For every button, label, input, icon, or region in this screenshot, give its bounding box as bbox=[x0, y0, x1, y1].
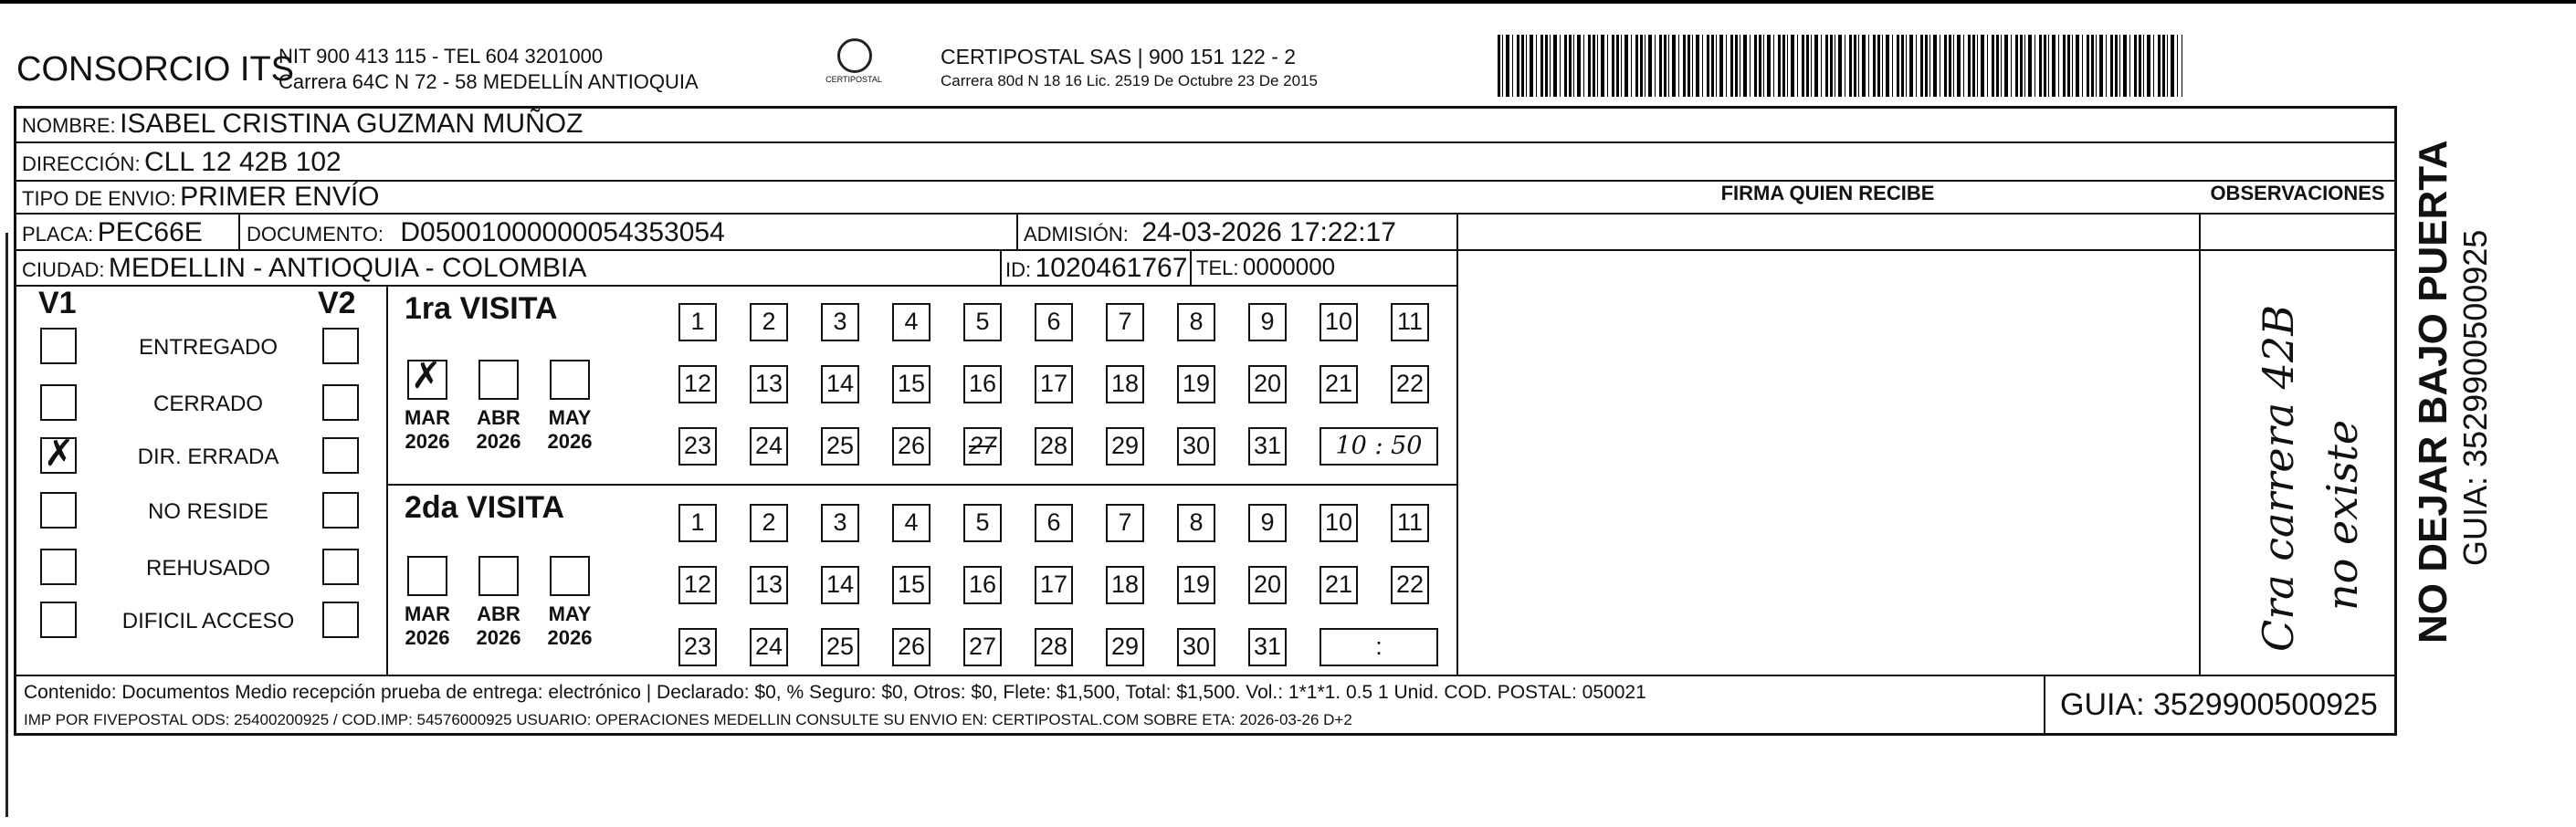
row-placa bbox=[22, 217, 203, 248]
v2-header: V2 bbox=[318, 286, 356, 320]
value-documento: D05001000000054353054 bbox=[400, 217, 725, 247]
visit2-day-box[interactable]: 10 bbox=[1320, 504, 1358, 542]
visit2-day-box[interactable]: 4 bbox=[892, 504, 931, 542]
visit1-day-box[interactable]: 19 bbox=[1177, 365, 1215, 403]
visit1-day-box[interactable]: 25 bbox=[821, 427, 859, 466]
visit1-day-box[interactable]: 3 bbox=[821, 303, 859, 341]
visit2-day-box[interactable]: 13 bbox=[750, 566, 788, 604]
visit1-day-box[interactable]: 5 bbox=[963, 303, 1002, 341]
visit2-day-box[interactable]: 9 bbox=[1248, 504, 1287, 542]
visit2-day-box[interactable]: 27 bbox=[963, 628, 1002, 666]
visit2-day-box[interactable]: 20 bbox=[1248, 566, 1287, 604]
visit2-day-box[interactable]: 17 bbox=[1035, 566, 1073, 604]
label-id: ID: bbox=[1005, 258, 1032, 281]
reason-label: CERRADO bbox=[152, 392, 263, 416]
visit1-day-box[interactable]: 21 bbox=[1320, 365, 1358, 403]
v2-checkbox[interactable] bbox=[322, 492, 359, 529]
visit2-day-box[interactable]: 12 bbox=[678, 566, 717, 604]
visit1-day-box[interactable]: 26 bbox=[892, 427, 931, 466]
footer-guia: GUIA: 3529900500925 bbox=[2060, 687, 2378, 722]
visit1-day-box[interactable]: 10 bbox=[1320, 303, 1358, 341]
visit1-month-checkbox[interactable] bbox=[550, 360, 590, 400]
row-direccion bbox=[22, 147, 342, 178]
v1-checkbox[interactable] bbox=[40, 549, 77, 585]
visit2-day-box[interactable]: 25 bbox=[821, 628, 859, 666]
company-line1: NIT 900 413 115 - TEL 604 3201000 bbox=[279, 45, 604, 68]
value-nombre: ISABEL CRISTINA GUZMAN MUÑOZ bbox=[120, 109, 584, 139]
observation-handwriting-2: no existe bbox=[2318, 419, 2367, 611]
footer-content: Contenido: Documentos Medio recepción prueba de entrega: electrónico | Declarado: $0, % Seguro: $0, Otros: $0, Flete: $1,500, Total: $1,500. Vol.: 1*1*1. 0.5 1 Unid. COD. POSTAL: 050021 bbox=[24, 682, 1646, 703]
reason-label: REHUSADO bbox=[145, 556, 271, 581]
visit2-day-box[interactable]: 14 bbox=[821, 566, 859, 604]
row-tel bbox=[1196, 253, 1335, 281]
visit1-month-checkbox[interactable] bbox=[478, 360, 519, 400]
visit1-day-box[interactable]: 12 bbox=[678, 365, 717, 403]
visit2-day-box[interactable]: 28 bbox=[1035, 628, 1073, 666]
label-documento: DOCUMENTO: bbox=[247, 223, 384, 246]
certipostal-logo bbox=[817, 38, 890, 93]
v2-checkbox[interactable] bbox=[322, 384, 359, 421]
v1-checkbox[interactable] bbox=[40, 384, 77, 421]
side-guia: GUIA: 3529900500925 bbox=[2456, 229, 2494, 566]
visit1-day-box[interactable]: 24 bbox=[750, 427, 788, 466]
visit1-day-box[interactable]: 14 bbox=[821, 365, 859, 403]
scan-edge-left bbox=[5, 233, 8, 817]
value-placa: PEC66E bbox=[97, 217, 203, 247]
visit1-day-box[interactable]: 22 bbox=[1391, 365, 1429, 403]
reason-label: ENTREGADO bbox=[138, 335, 278, 360]
carrier-info bbox=[941, 44, 1318, 93]
visit2-month-checkbox[interactable] bbox=[478, 556, 519, 596]
visit2-month-label: MAR bbox=[404, 602, 451, 625]
value-admision: 24-03-2026 17:22:17 bbox=[1141, 217, 1396, 247]
visit1-month-label: MAY bbox=[548, 406, 592, 429]
visit2-day-box[interactable]: 3 bbox=[821, 504, 859, 542]
company-name: CONSORCIO ITS bbox=[16, 50, 295, 89]
row-nombre bbox=[22, 109, 583, 140]
logo-circle-icon bbox=[837, 38, 872, 73]
visit1-day-box[interactable]: 16 bbox=[963, 365, 1002, 403]
visit2-day-box[interactable]: 19 bbox=[1177, 566, 1215, 604]
label-nombre: NOMBRE: bbox=[22, 114, 116, 137]
visit2-day-box[interactable]: 29 bbox=[1106, 628, 1144, 666]
reason-label: DIR. ERRADA bbox=[137, 445, 279, 469]
visit2-day-box[interactable]: 22 bbox=[1391, 566, 1429, 604]
visit1-day-box[interactable]: 29 bbox=[1106, 427, 1144, 466]
visit1-title: 1ra VISITA bbox=[405, 291, 558, 326]
visit2-day-box[interactable]: 30 bbox=[1177, 628, 1215, 666]
visit2-month-year: 2026 bbox=[405, 626, 450, 649]
visit1-day-box[interactable]: 20 bbox=[1248, 365, 1287, 403]
logo-text: CERTIPOSTAL bbox=[825, 75, 882, 84]
visit2-day-box[interactable]: 26 bbox=[892, 628, 931, 666]
label-admision: ADMISIÓN: bbox=[1024, 223, 1129, 246]
visit2-title: 2da VISITA bbox=[405, 490, 565, 525]
visit1-day-box[interactable]: 11 bbox=[1391, 303, 1429, 341]
visit1-month-label: ABR bbox=[477, 406, 520, 429]
v1-checkbox[interactable] bbox=[40, 492, 77, 529]
value-direccion: CLL 12 42B 102 bbox=[144, 147, 342, 177]
visit2-day-box[interactable]: 15 bbox=[892, 566, 931, 604]
visit2-month-year: 2026 bbox=[476, 626, 521, 649]
row-admision bbox=[1024, 217, 1396, 248]
visit1-day-box[interactable]: 13 bbox=[750, 365, 788, 403]
visit2-day-box[interactable]: 16 bbox=[963, 566, 1002, 604]
v2-checkbox[interactable] bbox=[322, 549, 359, 585]
scan-edge-top bbox=[0, 0, 2576, 4]
visit2-day-box[interactable]: 1 bbox=[678, 504, 717, 542]
visit1-day-box[interactable]: 1 bbox=[678, 303, 717, 341]
visit1-month-year: 2026 bbox=[405, 430, 450, 453]
visit2-month-label: ABR bbox=[477, 602, 520, 625]
visit1-time-box[interactable]: 10 : 50 bbox=[1320, 427, 1438, 466]
row-tipo bbox=[22, 182, 380, 213]
reason-label: DIFICIL ACCESO bbox=[121, 609, 295, 633]
visit2-day-box[interactable]: 11 bbox=[1391, 504, 1429, 542]
reason-label: NO RESIDE bbox=[147, 499, 269, 524]
v1-checkbox[interactable] bbox=[40, 433, 77, 475]
visit2-day-box[interactable]: 31 bbox=[1248, 628, 1287, 666]
visit1-day-box[interactable]: 8 bbox=[1177, 303, 1215, 341]
value-tel: 0000000 bbox=[1242, 253, 1336, 280]
v2-checkbox[interactable] bbox=[322, 437, 359, 474]
v1-checkbox[interactable] bbox=[40, 602, 77, 638]
value-id: 1020461767 bbox=[1035, 253, 1188, 283]
visit1-day-box[interactable]: 9 bbox=[1248, 303, 1287, 341]
visit2-month-checkbox[interactable] bbox=[407, 556, 447, 596]
visit1-month-year: 2026 bbox=[476, 430, 521, 453]
visit2-day-box[interactable]: 7 bbox=[1106, 504, 1144, 542]
visit1-day-box[interactable]: 30 bbox=[1177, 427, 1215, 466]
visit1-day-box[interactable]: 6 bbox=[1035, 303, 1073, 341]
v1-header: V1 bbox=[38, 286, 77, 320]
company-line2: Carrera 64C N 72 - 58 MEDELLÍN ANTIOQUIA bbox=[279, 70, 699, 93]
visit2-day-box[interactable]: 5 bbox=[963, 504, 1002, 542]
visit1-month-year: 2026 bbox=[547, 430, 593, 453]
row-ciudad bbox=[22, 253, 586, 284]
visit2-day-box[interactable]: 8 bbox=[1177, 504, 1215, 542]
visit2-day-box[interactable]: 2 bbox=[750, 504, 788, 542]
visit1-day-box[interactable]: 2 bbox=[750, 303, 788, 341]
visit1-day-box[interactable]: 23 bbox=[678, 427, 717, 466]
v2-checkbox[interactable] bbox=[322, 328, 359, 364]
label-tel: TEL: bbox=[1196, 256, 1239, 279]
value-ciudad: MEDELLIN - ANTIOQUIA - COLOMBIA bbox=[108, 253, 587, 283]
visit2-day-box[interactable]: 23 bbox=[678, 628, 717, 666]
visit1-day-box[interactable]: 27 bbox=[963, 427, 1002, 466]
label-direccion: DIRECCIÓN: bbox=[22, 152, 141, 175]
visit2-month-checkbox[interactable] bbox=[550, 556, 590, 596]
visit2-time-box[interactable]: : bbox=[1320, 628, 1438, 666]
barcode bbox=[1498, 35, 2182, 97]
carrier-line2: Carrera 80d N 18 16 Lic. 2519 De Octubre 23 De 2015 bbox=[941, 72, 1318, 89]
value-tipo: PRIMER ENVÍO bbox=[180, 182, 380, 212]
visit1-day-box[interactable]: 18 bbox=[1106, 365, 1144, 403]
visit1-day-box[interactable]: 7 bbox=[1106, 303, 1144, 341]
label-tipo: TIPO DE ENVIO: bbox=[22, 187, 176, 210]
visit2-day-box[interactable]: 21 bbox=[1320, 566, 1358, 604]
visit1-day-box[interactable]: 17 bbox=[1035, 365, 1073, 403]
visit1-day-box[interactable]: 15 bbox=[892, 365, 931, 403]
visit2-month-year: 2026 bbox=[547, 626, 593, 649]
v1-checkbox[interactable] bbox=[40, 328, 77, 364]
form-frame bbox=[14, 106, 2397, 736]
check-x-icon: ✗ bbox=[411, 355, 442, 397]
label-placa: PLACA: bbox=[22, 223, 94, 246]
observation-handwriting-1: Cra carrera 42B bbox=[2254, 305, 2303, 652]
side-warning: NO DEJAR BAJO PUERTA bbox=[2411, 140, 2455, 644]
visit1-day-box[interactable]: 28 bbox=[1035, 427, 1073, 466]
visit1-month-checkbox[interactable] bbox=[407, 355, 447, 400]
firma-header: FIRMA QUIEN RECIBE bbox=[1720, 182, 1935, 204]
observaciones-header: OBSERVACIONES bbox=[2210, 182, 2385, 204]
carrier-line1: CERTIPOSTAL SAS | 900 151 122 - 2 bbox=[941, 45, 1297, 68]
visit1-day-box[interactable]: 31 bbox=[1248, 427, 1287, 466]
visit2-day-box[interactable]: 6 bbox=[1035, 504, 1073, 542]
footer-print-info: IMP POR FIVEPOSTAL ODS: 25400200925 / COD.IMP: 54576000925 USUARIO: OPERACIONES MEDELLIN CONSULTE SU ENVIO EN: CERTIPOSTAL.COM SOBRE ETA: 2026-03-26 D+2 bbox=[24, 711, 1352, 728]
label-ciudad: CIUDAD: bbox=[22, 258, 105, 281]
visit2-month-label: MAY bbox=[548, 602, 592, 625]
visit1-day-box[interactable]: 4 bbox=[892, 303, 931, 341]
company-info bbox=[279, 44, 699, 95]
v2-checkbox[interactable] bbox=[322, 602, 359, 638]
visit2-day-box[interactable]: 18 bbox=[1106, 566, 1144, 604]
check-x-icon: ✗ bbox=[44, 433, 75, 475]
visit2-day-box[interactable]: 24 bbox=[750, 628, 788, 666]
row-documento bbox=[247, 217, 725, 248]
visit1-month-label: MAR bbox=[404, 406, 451, 429]
row-id bbox=[1005, 253, 1187, 284]
